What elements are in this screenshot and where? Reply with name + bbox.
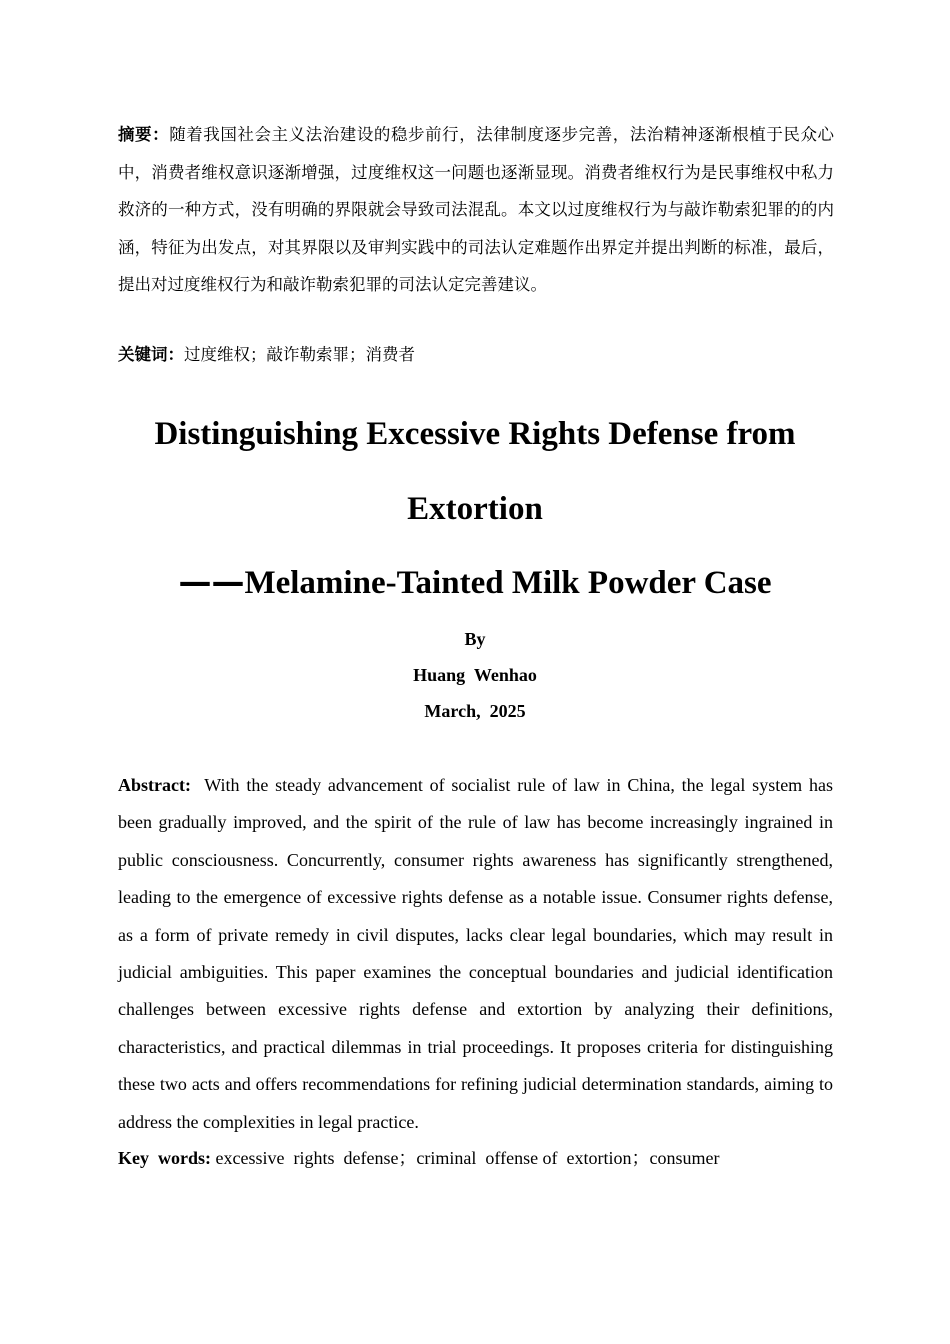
byline-label: By — [464, 629, 486, 649]
english-keywords-label: Key words: — [118, 1148, 211, 1168]
chinese-abstract-text: 随着我国社会主义法治建设的稳步前行，法律制度逐步完善，法治精神逐渐根植于民众心中，消费者维权意识逐渐增强，过度维权这一问题也逐渐显现。消费者维权行为是民事维权中私力救济的一种方式，没有明确的界限就会导致司法混乱。本文以过度维权行为与敲诈勒索犯罪的的内涵，特征为出发点，对其界限以及审判实践中的司法认定难题作出界定并提出判断的标准，最后，提出对过度维权行为和敲诈勒索犯罪的司法认定完善建议。 — [118, 125, 835, 294]
paper-subtitle — [80, 562, 870, 602]
paper-title-line-2: Extortion — [407, 491, 543, 527]
english-keywords-text: excessive rights defense；criminal offense of extortion；consumer — [215, 1148, 720, 1168]
publication-date: March, 2025 — [424, 701, 526, 721]
english-abstract-text: With the steady advancement of socialist rule of law in China, the legal system has been gradually improved, and the spirit of the rule of law has become increasingly ingrained in public consciousness. Concurrently, consumer rights awareness has significantly strengthened, leading to the emergence of excessive rights defense as a notable issue. Consumer rights defense, as a form of private remedy in civil disputes, lacks clear legal boundaries, which may result in judicial ambiguities. This paper examines the conceptual boundaries and judicial identification challenges between excessive rights defense and extortion by analyzing their definitions, characteristics, and practical dilemmas in trial proceedings. It proposes criteria for distinguishing these two acts and offers recommendations for refining judicial determination standards, aiming to address the complexities in legal practice. — [118, 775, 833, 1132]
subtitle-dash: —— — [178, 562, 245, 601]
chinese-keywords-label: 关键词： — [118, 345, 184, 364]
english-keywords — [118, 1140, 833, 1176]
chinese-keywords — [118, 337, 834, 373]
chinese-keywords-text: 过度维权；敲诈勒索罪；消费者 — [184, 345, 415, 364]
subtitle-text: Melamine-Tainted Milk Powder Case — [244, 565, 772, 601]
author-name: Huang Wenhao — [413, 665, 537, 685]
english-abstract-label: Abstract: — [118, 775, 191, 795]
chinese-abstract — [118, 116, 834, 304]
chinese-abstract-label: 摘要： — [118, 125, 170, 144]
english-abstract — [118, 767, 833, 1141]
paper-title-line-1: Distinguishing Excessive Rights Defense from — [154, 416, 796, 452]
